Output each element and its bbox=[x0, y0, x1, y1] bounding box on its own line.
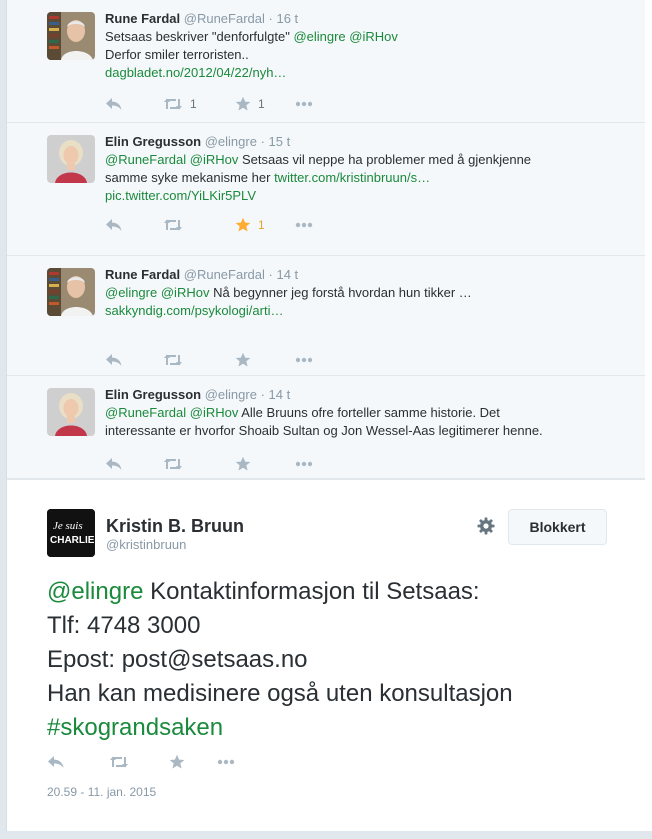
username[interactable]: @elingre bbox=[204, 134, 257, 149]
tweet-content bbox=[105, 133, 625, 205]
text-link[interactable]: @iRHov bbox=[189, 405, 239, 420]
reply-tweet bbox=[7, 376, 646, 479]
text-segment: Derfor smiler terroristen.. bbox=[105, 47, 249, 62]
text-line bbox=[105, 404, 625, 422]
favorite-count: 1 bbox=[258, 97, 265, 111]
retweet-icon bbox=[163, 353, 183, 367]
avatar-text-1: Je suis bbox=[53, 520, 83, 532]
tweet-actions bbox=[105, 350, 405, 370]
scroll-gutter bbox=[645, 0, 652, 839]
main-avatar[interactable] bbox=[47, 509, 95, 557]
text-link[interactable]: @elingre bbox=[293, 29, 346, 44]
text-line bbox=[47, 575, 627, 609]
text-link[interactable]: pic.twitter.com/YiLKir5PLV bbox=[105, 188, 256, 203]
text-line bbox=[105, 64, 625, 82]
fullname[interactable]: Rune Fardal bbox=[105, 11, 181, 26]
text-segment: Setsaas beskriver "denforfulgte" bbox=[105, 29, 294, 44]
reply-icon bbox=[105, 218, 123, 232]
text-line bbox=[105, 422, 625, 440]
retweet-icon bbox=[109, 755, 129, 769]
more-icon bbox=[295, 357, 313, 363]
favorite-count: 1 bbox=[258, 218, 265, 232]
tweet-text bbox=[105, 28, 625, 82]
avatar[interactable] bbox=[47, 388, 95, 436]
text-line bbox=[105, 187, 625, 205]
focused-tweet bbox=[7, 479, 646, 831]
text-link[interactable]: #skograndsaken bbox=[47, 714, 224, 741]
username[interactable]: @elingre bbox=[204, 387, 257, 402]
text-segment: Alle Bruuns ofre forteller samme historie. Det bbox=[238, 405, 500, 420]
reply-tweet bbox=[7, 123, 646, 256]
main-username[interactable]: @kristinbruun bbox=[106, 537, 187, 552]
tweet-time[interactable]: 16 t bbox=[276, 11, 299, 26]
text-line bbox=[47, 711, 627, 745]
avatar-text-2: CHARLIE bbox=[50, 535, 95, 546]
username[interactable]: @RuneFardal bbox=[183, 267, 265, 282]
more-button[interactable] bbox=[217, 752, 235, 772]
tweet-content bbox=[105, 10, 625, 82]
retweet-button[interactable] bbox=[163, 350, 183, 370]
favorite-icon bbox=[169, 754, 185, 770]
blocked-button[interactable]: Blokkert bbox=[508, 509, 607, 545]
avatar[interactable] bbox=[47, 268, 95, 316]
fullname[interactable]: Elin Gregusson bbox=[105, 387, 202, 402]
tweet-header bbox=[105, 10, 625, 28]
main-tweet-actions bbox=[47, 752, 347, 772]
main-tweet-text bbox=[47, 575, 627, 745]
separator: · bbox=[268, 11, 273, 26]
tweet-time[interactable]: 15 t bbox=[268, 134, 291, 149]
text-line bbox=[105, 151, 625, 169]
tweet-content bbox=[105, 266, 625, 320]
tweet-text bbox=[105, 404, 625, 440]
text-segment: Tlf: 4748 3000 bbox=[47, 612, 201, 639]
tweet-actions bbox=[105, 94, 405, 114]
conversation-frame bbox=[6, 0, 645, 839]
avatar[interactable] bbox=[47, 12, 95, 60]
retweet-button[interactable] bbox=[163, 454, 183, 474]
tweet-time[interactable]: 14 t bbox=[276, 267, 299, 282]
text-link[interactable]: @elingre bbox=[47, 578, 144, 605]
gear-icon[interactable] bbox=[476, 516, 496, 536]
retweet-button[interactable] bbox=[163, 94, 197, 114]
more-button[interactable] bbox=[295, 350, 313, 370]
favorite-icon bbox=[235, 352, 251, 368]
text-line bbox=[105, 46, 625, 64]
text-link[interactable]: @RuneFardal bbox=[105, 405, 187, 420]
tweet-text bbox=[105, 284, 625, 320]
more-button[interactable] bbox=[295, 454, 313, 474]
reply-icon bbox=[105, 457, 123, 471]
text-segment: Kontaktinformasjon til Setsaas: bbox=[143, 578, 480, 605]
tweet-text bbox=[105, 151, 625, 205]
favorite-button[interactable] bbox=[235, 454, 251, 474]
text-link[interactable]: @RuneFardal bbox=[105, 152, 187, 167]
reply-button[interactable] bbox=[47, 752, 65, 772]
favorite-button[interactable] bbox=[235, 350, 251, 370]
reply-icon bbox=[105, 353, 123, 367]
text-link[interactable]: @iRHov bbox=[189, 152, 239, 167]
avatar[interactable] bbox=[47, 135, 95, 183]
tweet-actions bbox=[105, 454, 405, 474]
fullname[interactable]: Rune Fardal bbox=[105, 267, 181, 282]
more-button[interactable] bbox=[295, 215, 313, 235]
text-line bbox=[105, 169, 625, 187]
text-link[interactable]: twitter.com/kristinbruun/s… bbox=[274, 170, 431, 185]
retweet-icon bbox=[163, 218, 183, 232]
more-icon bbox=[295, 222, 313, 228]
text-line bbox=[105, 284, 625, 302]
reply-button[interactable] bbox=[105, 94, 123, 114]
text-segment: Han kan medisinere også uten konsultasjon bbox=[47, 680, 513, 707]
text-segment: Nå begynner jeg forstå hvordan hun tikker … bbox=[209, 285, 472, 300]
text-link[interactable]: @elingre bbox=[105, 285, 158, 300]
text-line bbox=[47, 643, 627, 677]
tweet-actions bbox=[105, 215, 405, 235]
main-fullname[interactable]: Kristin B. Bruun bbox=[106, 516, 244, 536]
favorite-button[interactable] bbox=[169, 752, 185, 772]
more-icon bbox=[295, 101, 313, 107]
text-link[interactable]: sakkyndig.com/psykologi/arti… bbox=[105, 303, 284, 318]
retweet-icon bbox=[163, 457, 183, 471]
reply-tweet bbox=[7, 256, 646, 376]
bottom-strip bbox=[0, 831, 652, 839]
separator: · bbox=[260, 134, 265, 149]
tweet-time[interactable]: 14 t bbox=[268, 387, 291, 402]
text-segment: samme syke mekanisme her bbox=[105, 170, 275, 185]
retweet-button[interactable] bbox=[109, 752, 129, 772]
text-line bbox=[47, 609, 627, 643]
more-button[interactable] bbox=[295, 94, 313, 114]
tweet-timestamp[interactable]: 20.59 - 11. jan. 2015 bbox=[47, 785, 157, 799]
text-segment: Epost: post@setsaas.no bbox=[47, 646, 308, 673]
text-link[interactable]: dagbladet.no/2012/04/22/nyh… bbox=[105, 65, 287, 80]
reply-button[interactable] bbox=[105, 454, 123, 474]
favorite-button[interactable] bbox=[235, 94, 265, 114]
separator: · bbox=[268, 267, 273, 282]
text-segment: Setsaas vil neppe ha problemer med å gjenkjenne bbox=[238, 152, 532, 167]
retweet-count: 1 bbox=[190, 97, 197, 111]
favorite-icon bbox=[235, 96, 251, 112]
reply-tweet bbox=[7, 0, 646, 123]
reply-icon bbox=[105, 97, 123, 111]
tweet-header bbox=[105, 133, 625, 151]
favorite-icon bbox=[235, 456, 251, 472]
favorite-icon bbox=[235, 217, 251, 233]
reply-button[interactable] bbox=[105, 350, 123, 370]
text-line bbox=[47, 677, 627, 711]
retweet-icon bbox=[163, 97, 183, 111]
text-line bbox=[105, 28, 625, 46]
text-link[interactable]: @iRHov bbox=[160, 285, 210, 300]
reply-icon bbox=[47, 755, 65, 769]
tweet-header bbox=[105, 386, 625, 404]
more-icon bbox=[217, 759, 235, 765]
tweet-header bbox=[105, 266, 625, 284]
fullname[interactable]: Elin Gregusson bbox=[105, 134, 202, 149]
text-line bbox=[105, 302, 625, 320]
more-icon bbox=[295, 461, 313, 467]
favorite-button[interactable] bbox=[235, 215, 265, 235]
retweet-button[interactable] bbox=[163, 215, 183, 235]
reply-button[interactable] bbox=[105, 215, 123, 235]
username[interactable]: @RuneFardal bbox=[183, 11, 265, 26]
tweet-content bbox=[105, 386, 625, 440]
separator: · bbox=[260, 387, 265, 402]
text-link[interactable]: @iRHov bbox=[349, 29, 398, 44]
text-segment: interessante er hvorfor Shoaib Sultan og Jon Wessel-Aas legitimerer henne. bbox=[105, 423, 543, 438]
